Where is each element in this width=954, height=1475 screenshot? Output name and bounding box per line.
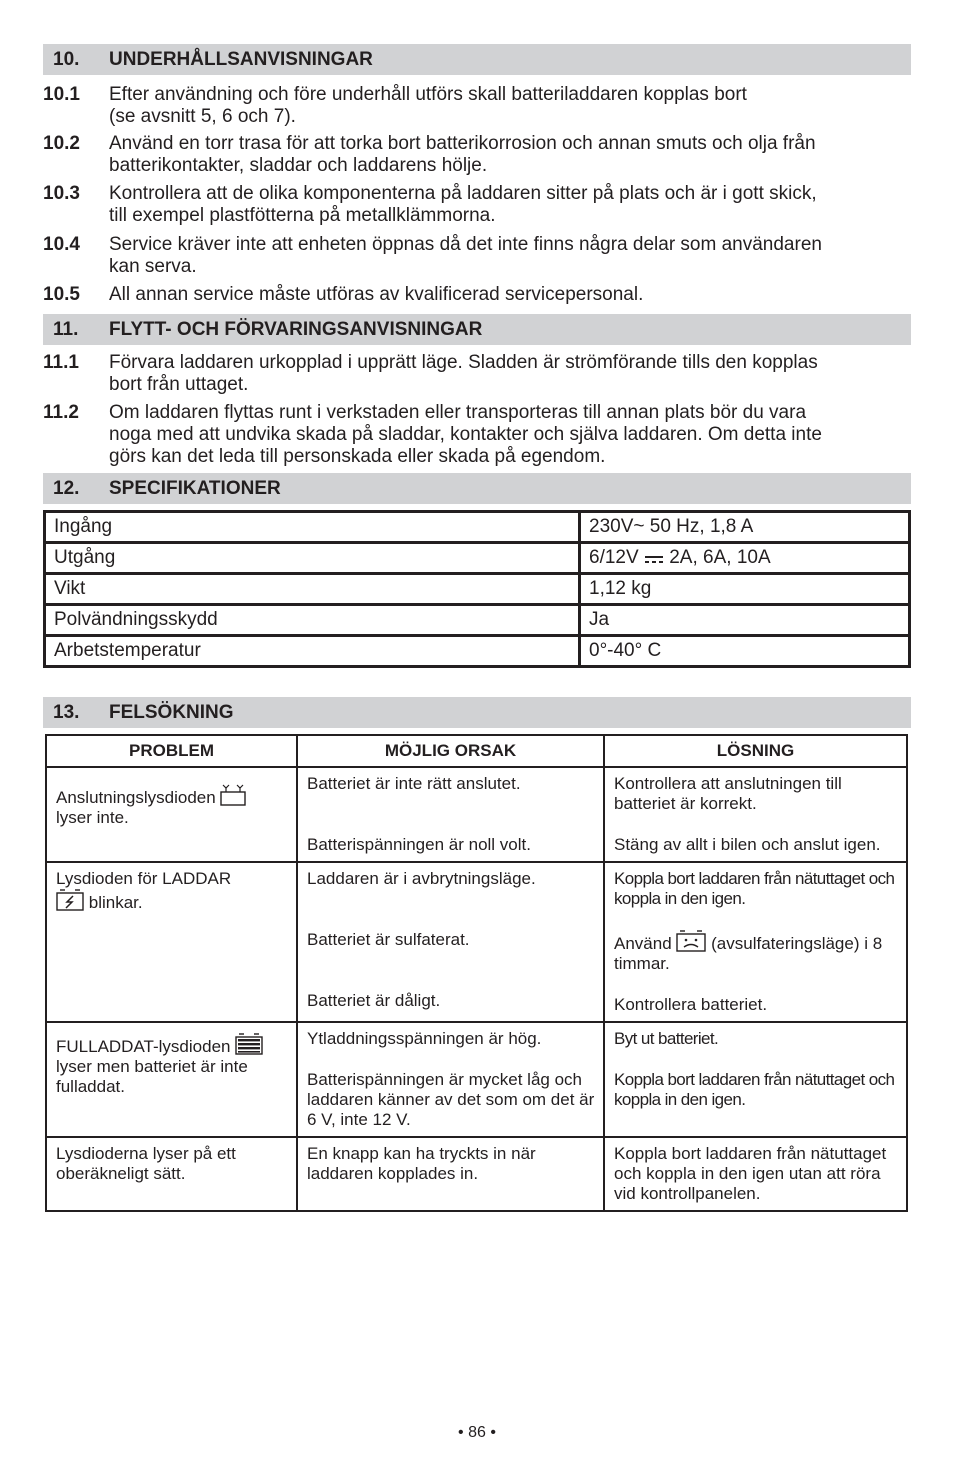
spec-value-current: 2A, 6A, 10A [669,547,771,568]
cause-text: Batterispänningen är mycket låg och laddaren känner av det som om det är 6 V, inte 12 V. [307,1070,595,1129]
spec-value: 230V~ 50 Hz, 1,8 A [580,512,910,543]
problem-cell [46,1022,297,1137]
spec-label: Utgång [45,543,580,574]
item-number: 11.1 [43,352,79,373]
section-title: FLYTT- OCH FÖRVARINGSANVISNINGAR [109,319,483,340]
item-number: 11.2 [43,402,79,423]
item-number: 10.5 [43,284,80,305]
section-title: FELSÖKNING [109,702,234,723]
list-item [43,402,893,468]
cause-cell [297,767,604,862]
section-header-12 [43,473,911,504]
solution-text: Koppla bort laddaren från nätuttaget och koppla in den igen. [614,1070,895,1109]
cause-text: Batteriet är inte rätt anslutet. [307,774,521,793]
section-number: 11. [53,319,79,340]
spec-label: Polvändningsskydd [45,605,580,636]
spec-label: Arbetstemperatur [45,636,580,667]
table-row [45,543,910,574]
problem-cell: Lysdioderna lyser på ett oberäkneligt sätt. [46,1137,297,1211]
table-row [46,1137,907,1211]
full-battery-icon [235,1033,263,1055]
problem-cell [46,767,297,862]
battery-connect-icon [220,784,246,806]
solution-text: Kontrollera batteriet. [614,995,768,1014]
solution-text: Byt ut batteriet. [614,1029,719,1048]
desulfation-icon [676,930,706,952]
section-number: 12. [53,478,80,499]
section-number: 13. [53,702,80,723]
solution-cell: Koppla bort laddaren från nätuttaget och koppla in den igen utan att röra vid kontrollpanelen. [604,1137,907,1211]
item-text: Förvara laddaren urkopplad i upprätt läge. Sladden är strömförande tills den kopplas [109,352,818,373]
spec-table [43,510,911,668]
spec-value [580,543,910,574]
spec-value: 0°-40° C [580,636,910,667]
item-text: Om laddaren flyttas runt i verkstaden eller transporteras till annan plats bör du vara [109,402,807,423]
list-item [43,133,893,177]
item-number: 10.3 [43,183,80,204]
item-text: (se avsnitt 5, 6 och 7). [109,106,296,127]
charging-icon [56,889,84,911]
item-text: Kontrollera att de olika komponenterna på laddaren sitter på plats och är i gott skick, [109,183,817,204]
list-item [43,183,893,227]
section-header-10 [43,44,911,75]
item-text: Efter användning och före underhåll utförs skall batteriladdaren kopplas bort [109,84,747,105]
cause-text: Ytladdningsspänningen är hög. [307,1029,542,1048]
item-text: batterikontakter, sladdar och laddarens hölje. [109,155,488,176]
table-row [46,862,907,1022]
solution-cell [604,862,907,1022]
item-text: All annan service måste utföras av kvalificerad servicepersonal. [109,284,644,305]
table-row [45,605,910,636]
item-text: bort från uttaget. [109,374,249,395]
spec-label: Vikt [45,574,580,605]
solution-text-part: (avsulfateringsläge) i 8 timmar. [614,934,883,973]
cause-text: Batterispänningen är noll volt. [307,835,531,854]
problem-text: lyser inte. [56,808,129,827]
spec-label: Ingång [45,512,580,543]
cause-cell [297,1022,604,1137]
item-number: 10.1 [43,84,80,105]
spec-value: 1,12 kg [580,574,910,605]
problem-text: Lysdioden för LADDAR [56,869,232,888]
table-row [45,574,910,605]
solution-text-part: Koppla bort laddaren från nätuttaget och koppla in den igen. [614,869,895,908]
cause-text: Batteriet är dåligt. [307,991,441,1010]
section-title: SPECIFIKATIONER [109,478,281,499]
item-text: till exempel plastfötterna på metallklämmorna. [109,205,496,226]
table-row [46,1022,907,1137]
item-text: noga med att undvika skada på sladdar, kontakter och själva laddaren. Om detta inte [109,424,822,445]
solution-text [614,930,898,974]
column-header-cause: MÖJLIG ORSAK [297,735,604,767]
section-header-11 [43,314,911,345]
cause-cell: En knapp kan ha tryckts in när laddaren kopplades in. [297,1137,604,1211]
problem-cell [46,862,297,1022]
solution-text: Stäng av allt i bilen och anslut igen. [614,835,881,854]
item-text: Använd en torr trasa för att torka bort batterikorrosion och annan smuts och olja från [109,133,816,154]
solution-cell [604,1022,907,1137]
list-item [43,84,893,128]
troubleshooting-table [45,734,908,1212]
section-title: UNDERHÅLLSANVISNINGAR [109,49,373,70]
table-header-row [46,735,907,767]
problem-text: blinkar. [88,893,143,912]
problem-text: lyser men batteriet är inte fulladdat. [56,1057,248,1096]
item-text: görs kan det leda till personskada eller skada på egendom. [109,446,606,467]
dc-symbol-icon [644,554,664,566]
spec-value: Ja [580,605,910,636]
list-item [43,352,893,396]
cause-text: Batteriet är sulfaterat. [307,930,470,949]
cause-cell [297,862,604,1022]
section-number: 10. [53,49,80,70]
item-number: 10.2 [43,133,80,154]
list-item [43,234,893,278]
solution-cell [604,767,907,862]
item-text: kan serva. [109,256,197,277]
table-row [45,636,910,667]
problem-text: Anslutningslysdioden [56,788,216,807]
page-number: • 86 • [458,1424,496,1441]
problem-text: FULLADDAT-lysdioden [56,1037,231,1056]
section-header-13 [43,697,911,728]
table-row [45,512,910,543]
item-number: 10.4 [43,234,80,255]
solution-text [614,869,898,909]
list-item [43,284,893,306]
cause-text: Laddaren är i avbrytningsläge. [307,869,536,888]
spec-value-voltage: 6/12V [589,547,639,568]
column-header-problem: PROBLEM [46,735,297,767]
solution-text-part: Använd [614,934,672,953]
table-row [46,767,907,862]
item-text: Service kräver inte att enheten öppnas då det inte finns några delar som användaren [109,234,822,255]
solution-text: Kontrollera att anslutningen till batteriet är korrekt. [614,774,842,813]
column-header-solution: LÖSNING [604,735,907,767]
